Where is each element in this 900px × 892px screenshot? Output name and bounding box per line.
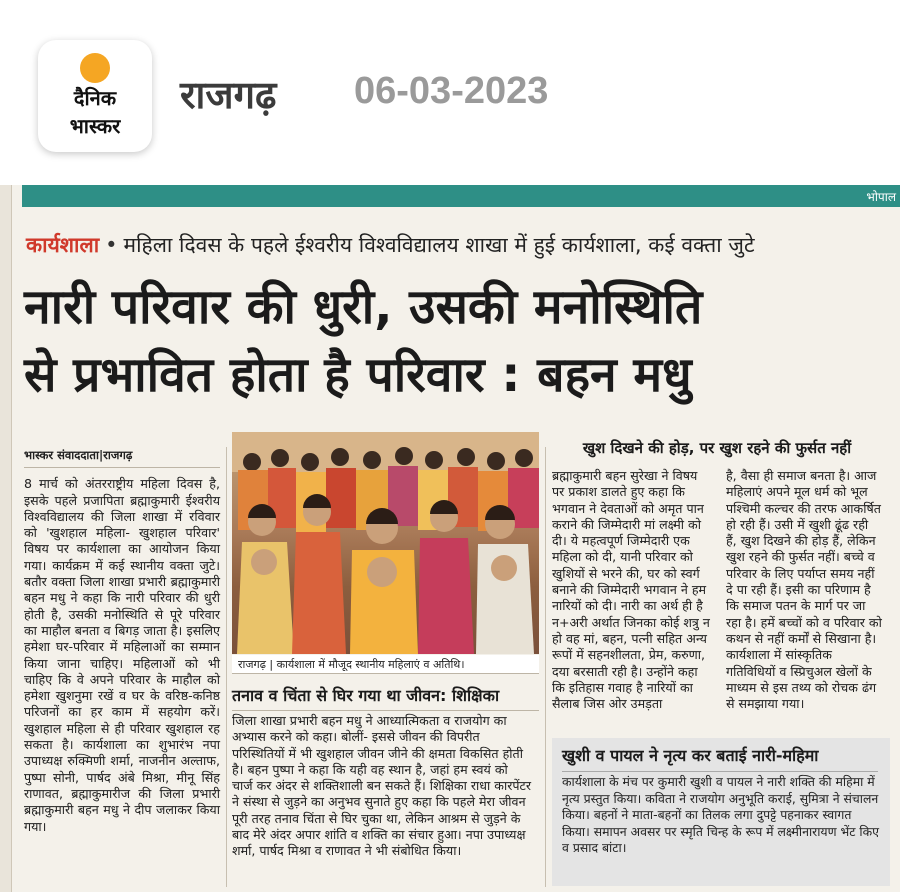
article-column-1 <box>24 447 220 835</box>
photo-caption: राजगढ़ | कार्यशाला में मौजूद स्थानीय महिलाएं व अतिथि। <box>232 655 539 674</box>
kicker-text: महिला दिवस के पहले ईश्वरीय विश्वविद्यालय शाखा में हुई कार्यशाला, कई वक्ता जुटे <box>123 233 755 257</box>
edition-city: राजगढ़ <box>180 73 277 117</box>
article-column-3 <box>552 468 710 712</box>
subheading-tension: तनाव व चिंता से घिर गया था जीवन: शिक्षिका <box>232 684 539 711</box>
sun-icon <box>80 53 110 83</box>
dainik-bhaskar-logo[interactable] <box>38 40 152 152</box>
kicker-label: कार्यशाला <box>26 233 100 257</box>
logo-line2: भास्कर <box>69 114 121 138</box>
kicker-bullet: • <box>105 233 118 257</box>
headline-line1: नारी परिवार की धुरी, उसकी मनोस्थिति <box>24 279 703 335</box>
adjacent-column-edge <box>0 185 12 892</box>
article-column-4 <box>726 468 882 712</box>
event-photo <box>232 432 539 654</box>
logo-line1: दैनिक <box>73 86 117 110</box>
newspaper-clipping <box>0 185 900 892</box>
column3-text: ब्रह्माकुमारी बहन सुरेखा ने विषय पर प्रकाश डालते हुए कहा कि भगवान ने देवताओं को अमृत पान कराने की जिम्मेदारी मां लक्ष्मी को दी। ये महत्वपूर्ण जिम्मेदारी एक महिला को दी, यानी परिवार को खुशियों से भरने की, घर को स्वर्ग बनाने की जिम्मेदारी भगवान ने हम नारियों को दी। नारी का अर्थ ही है न+अरी अर्थात जिनका कोई शत्रु न हो वह मां, बहन, पत्नी सहित अन्य रूपों में सहनशीलता, प्रेम, करुणा, दया बरसाती रही है। उन्होंने कहा कि इतिहास गवाह है नारियों का सैलाब जिस ओर उमड़ता <box>552 468 710 712</box>
dance-info-box <box>552 738 890 886</box>
box-title: खुशी व पायल ने नृत्य कर बताई नारी-महिमा <box>562 744 878 772</box>
column-divider <box>545 447 546 887</box>
column4-text: है, वैसा ही समाज बनता है। आज महिलाएं अपने मूल धर्म को भूल पश्चिमी कल्चर की तरफ आकर्षित हो रही हैं। उसी में खुशी ढूंढ रही हैं, खुश दिखने की होड़ हैं, लेकिन खुश रहने की फुर्सत नहीं। बच्चे व परिवार के लिए पर्याप्त समय नहीं दे पा रही हैं। इसी का परिणाम है कि समाज पतन के मार्ग पर जा रहा है। हमें बच्चों को व परिवार को कथन से नहीं कर्मों से सिखाना है। कार्यशाला में सांस्कृतिक गतिविधियों व स्प्रिचुअल खेलों के माध्यम से इस तथ्य को रोचक ढंग से समझाया गया। <box>726 468 882 712</box>
byline: भास्कर संवाददाता|राजगढ़ <box>24 447 220 468</box>
edition-date: 06-03-2023 <box>354 70 549 112</box>
column1-text: 8 मार्च को अंतरराष्ट्रीय महिला दिवस है, इसके पहले प्रजापिता ब्रह्माकुमारी ईश्वरीय विश्वविद्यालय की जिला शाखा में रविवार को 'खुशहाल महिला- खुशहाल परिवार' विषय पर कार्यशाला का आयोजन किया गया। कार्यक्रम में कई स्थानीय वक्ता जुटे। बतौर वक्ता जिला शाखा प्रभारी ब्रह्माकुमारी बहन मधु ने कहा कि नारी परिवार की धुरी होती है, उसकी मनोस्थिति से पूरे परिवार का माहौल बनता व बिगड़ जाता है। इसलिए हमेशा घर-परिवार में महिलाओं का सम्मान किया जाना चाहिए। महिलाओं को भी चाहिए कि वे अपने परिवार के माहौल को हमेशा खुशनुमा रखें व घर के वरिष्ठ-कनिष्ठ परिजनों का हर काम में सहयोग करें। खुशहाल महिला से ही परिवार खुशहाल रह सकता है। कार्यशाला का शुभारंभ नपा उपाध्यक्ष रुक्मिणी शर्मा, नाजनीन अल्ताफ, पुष्पा सोनी, पार्षद अंबे मिश्रा, मीनू सिंह राणावत, ब्रह्माकुमारीज की जिला प्रभारी ब्रह्माकुमारी बहन मधु ने दीप जलाकर किया गया। <box>24 476 220 834</box>
headline-line2: से प्रभावित होता है परिवार : बहन मधु <box>24 347 692 403</box>
article-column-2 <box>232 713 532 860</box>
women-group-photo <box>232 432 539 654</box>
column-divider <box>226 447 227 887</box>
column2-text: जिला शाखा प्रभारी बहन मधु ने आध्यात्मिकता व राजयोग का अभ्यास करने को कहा। बोलीं- इससे जीवन की विपरीत परिस्थितियों में भी खुशहाल जीवन जीने की क्षमता विकसित होती है। बहन पुष्पा ने कहा कि यही वह स्थान है, जहां हम स्वयं को चार्ज कर अंदर से शक्तिशाली बन सकते हैं। शिक्षिका राधा कारपेंटर ने संस्था से जुड़ने का अनुभव सुनाते हुए कहा कि पहले मेरा जीवन पूरी तरह तनाव चिंता से घिर चुका था, लेकिन आश्रम से जुड़ने के बाद मेरे अंदर अपार शांति व शक्ति का संचार हुआ। नपा उपाध्यक्ष शर्मा, पार्षद मिश्रा व राणावत ने भी संबोधित किया। <box>232 713 532 859</box>
subheading-khush: खुश दिखने की होड़, पर खुश रहने की फुर्सत नहीं <box>582 439 852 457</box>
app-header <box>0 0 900 185</box>
box-text: कार्यशाला के मंच पर कुमारी खुशी व पायल ने नारी शक्ति की महिमा में नृत्य प्रस्तुत किया। कविता ने राजयोग अनुभूति कराई, सुमित्रा ने संचालन किया। बहनों ने माता-बहनों का तिलक लगा दुपट्टे पहनाकर स्वागत किया। समापन अवसर पर स्मृति चिन्ह के रूप में लक्ष्मीनारायण भेंट किए व प्रसाद बांटा। <box>562 774 879 856</box>
kicker-row <box>26 231 755 259</box>
masthead-strip <box>22 185 900 207</box>
masthead-city: भोपाल <box>866 190 896 204</box>
headline <box>24 273 874 409</box>
